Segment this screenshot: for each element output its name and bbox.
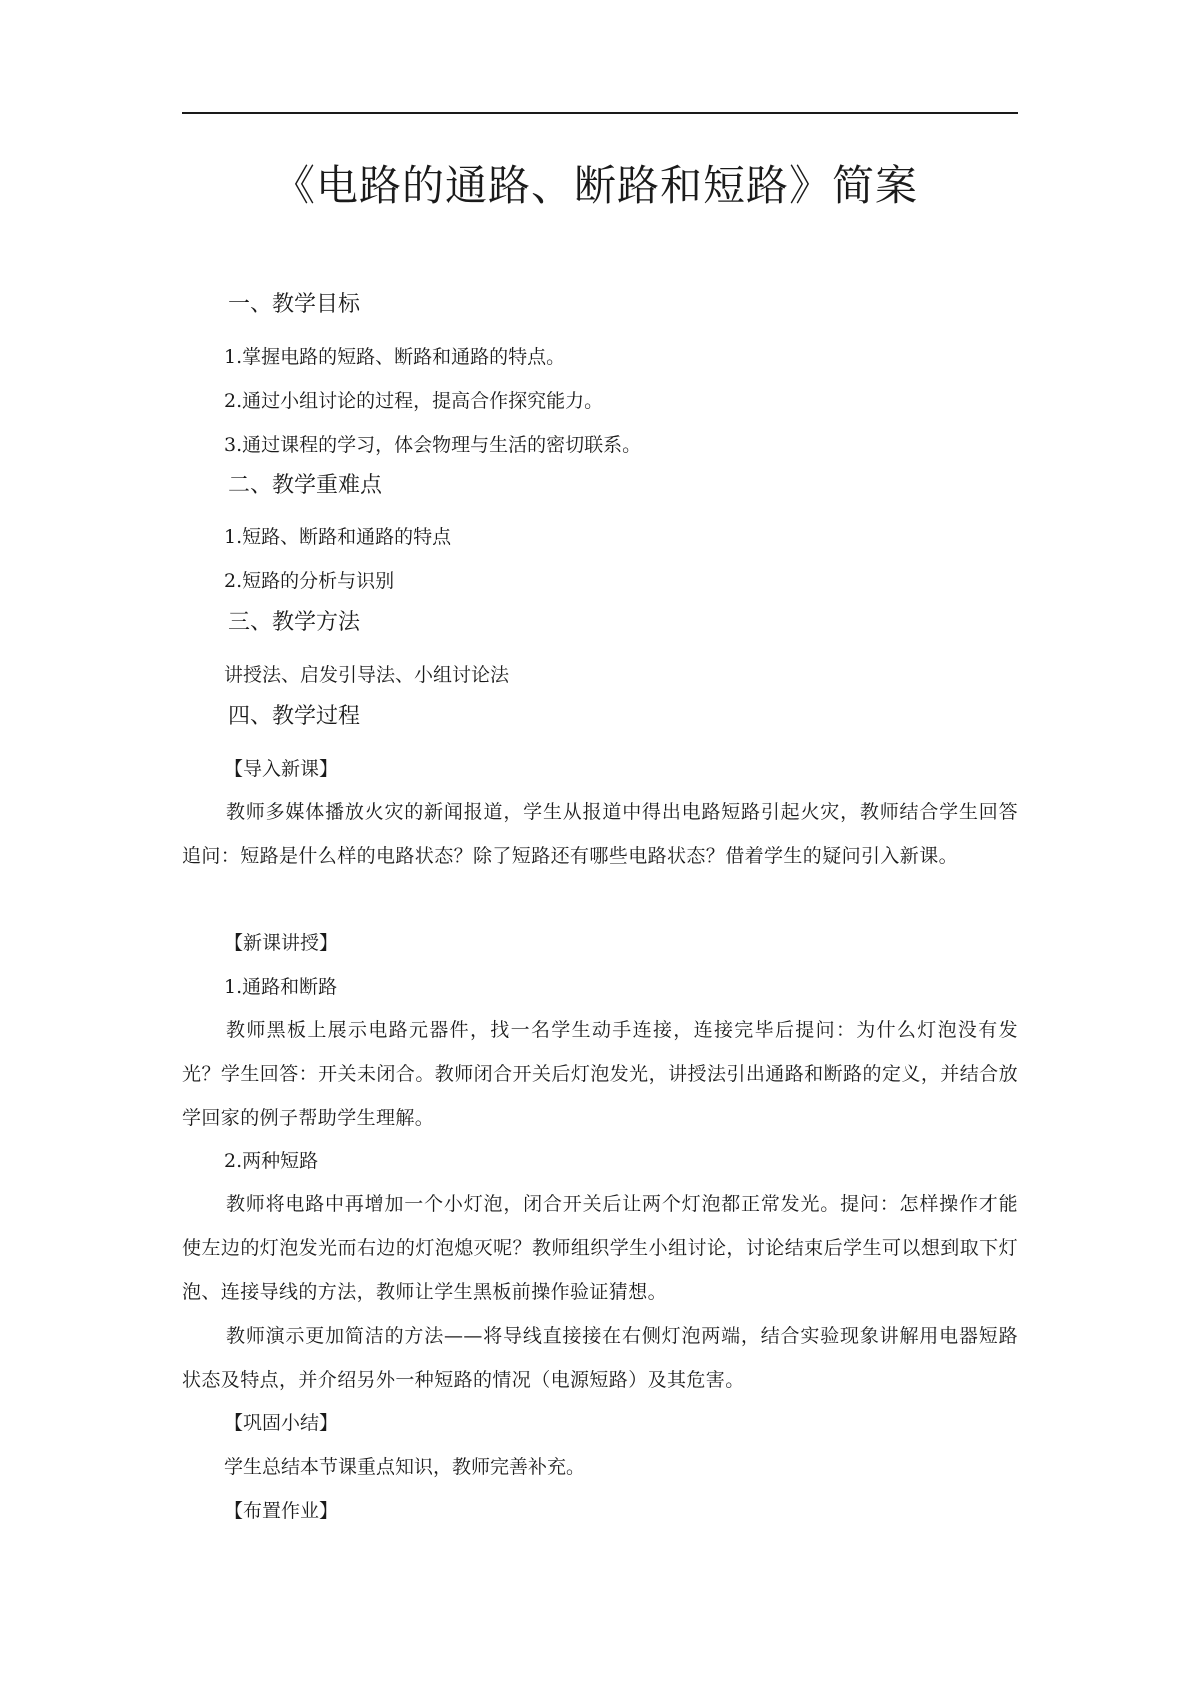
section-heading-process: 四、教学过程	[228, 704, 361, 729]
objective-item-3: 3.通过课程的学习，体会物理与生活的密切联系。	[224, 434, 642, 456]
subsection-1-paragraph: 教师黑板上展示电路元器件，找一名学生动手连接，连接完毕后提问：为什么灯泡没有发光？学生回答：开关未闭合。教师闭合开关后灯泡发光，讲授法引出通路和断路的定义，并结合放学回家的例子帮助学生理解。	[182, 1019, 1018, 1129]
intro-paragraph: 教师多媒体播放火灾的新闻报道，学生从报道中得出电路短路引起火灾，教师结合学生回答追问：短路是什么样的电路状态？除了短路还有哪些电路状态？借着学生的疑问引入新课。	[182, 801, 1018, 867]
document-title: 《电路的通路、断路和短路》简案	[272, 161, 918, 210]
objective-item-1: 1.掌握电路的短路、断路和通路的特点。	[224, 346, 566, 368]
intro-label: 【导入新课】	[224, 758, 339, 780]
section-heading-objectives: 一、教学目标	[228, 292, 361, 317]
summary-text: 学生总结本节课重点知识，教师完善补充。	[224, 1456, 586, 1478]
methods-text: 讲授法、启发引导法、小组讨论法	[224, 664, 510, 686]
subsection-2-paragraph-1: 教师将电路中再增加一个小灯泡，闭合开关后让两个灯泡都正常发光。提问：怎样操作才能使左边的灯泡发光而右边的灯泡熄灭呢？教师组织学生小组讨论，讨论结束后学生可以想到取下灯泡、连接导线的方法，教师让学生黑板前操作验证猜想。	[182, 1193, 1018, 1303]
header-rule	[182, 112, 1018, 114]
subsection-title-1: 1.通路和断路	[224, 976, 338, 998]
summary-label: 【巩固小结】	[224, 1412, 339, 1434]
section-heading-methods: 三、教学方法	[228, 610, 361, 635]
section-heading-key-points: 二、教学重难点	[228, 473, 383, 498]
subsection-title-2: 2.两种短路	[224, 1150, 319, 1172]
homework-label: 【布置作业】	[224, 1500, 339, 1522]
subsection-2-paragraph-2: 教师演示更加简洁的方法——将导线直接接在右侧灯泡两端，结合实验现象讲解用电器短路状态及特点，并介绍另外一种短路的情况（电源短路）及其危害。	[182, 1325, 1018, 1391]
key-point-item-2: 2.短路的分析与识别	[224, 570, 395, 592]
key-point-item-1: 1.短路、断路和通路的特点	[224, 526, 452, 548]
objective-item-2: 2.通过小组讨论的过程，提高合作探究能力。	[224, 390, 604, 412]
new-lesson-label: 【新课讲授】	[224, 932, 339, 954]
